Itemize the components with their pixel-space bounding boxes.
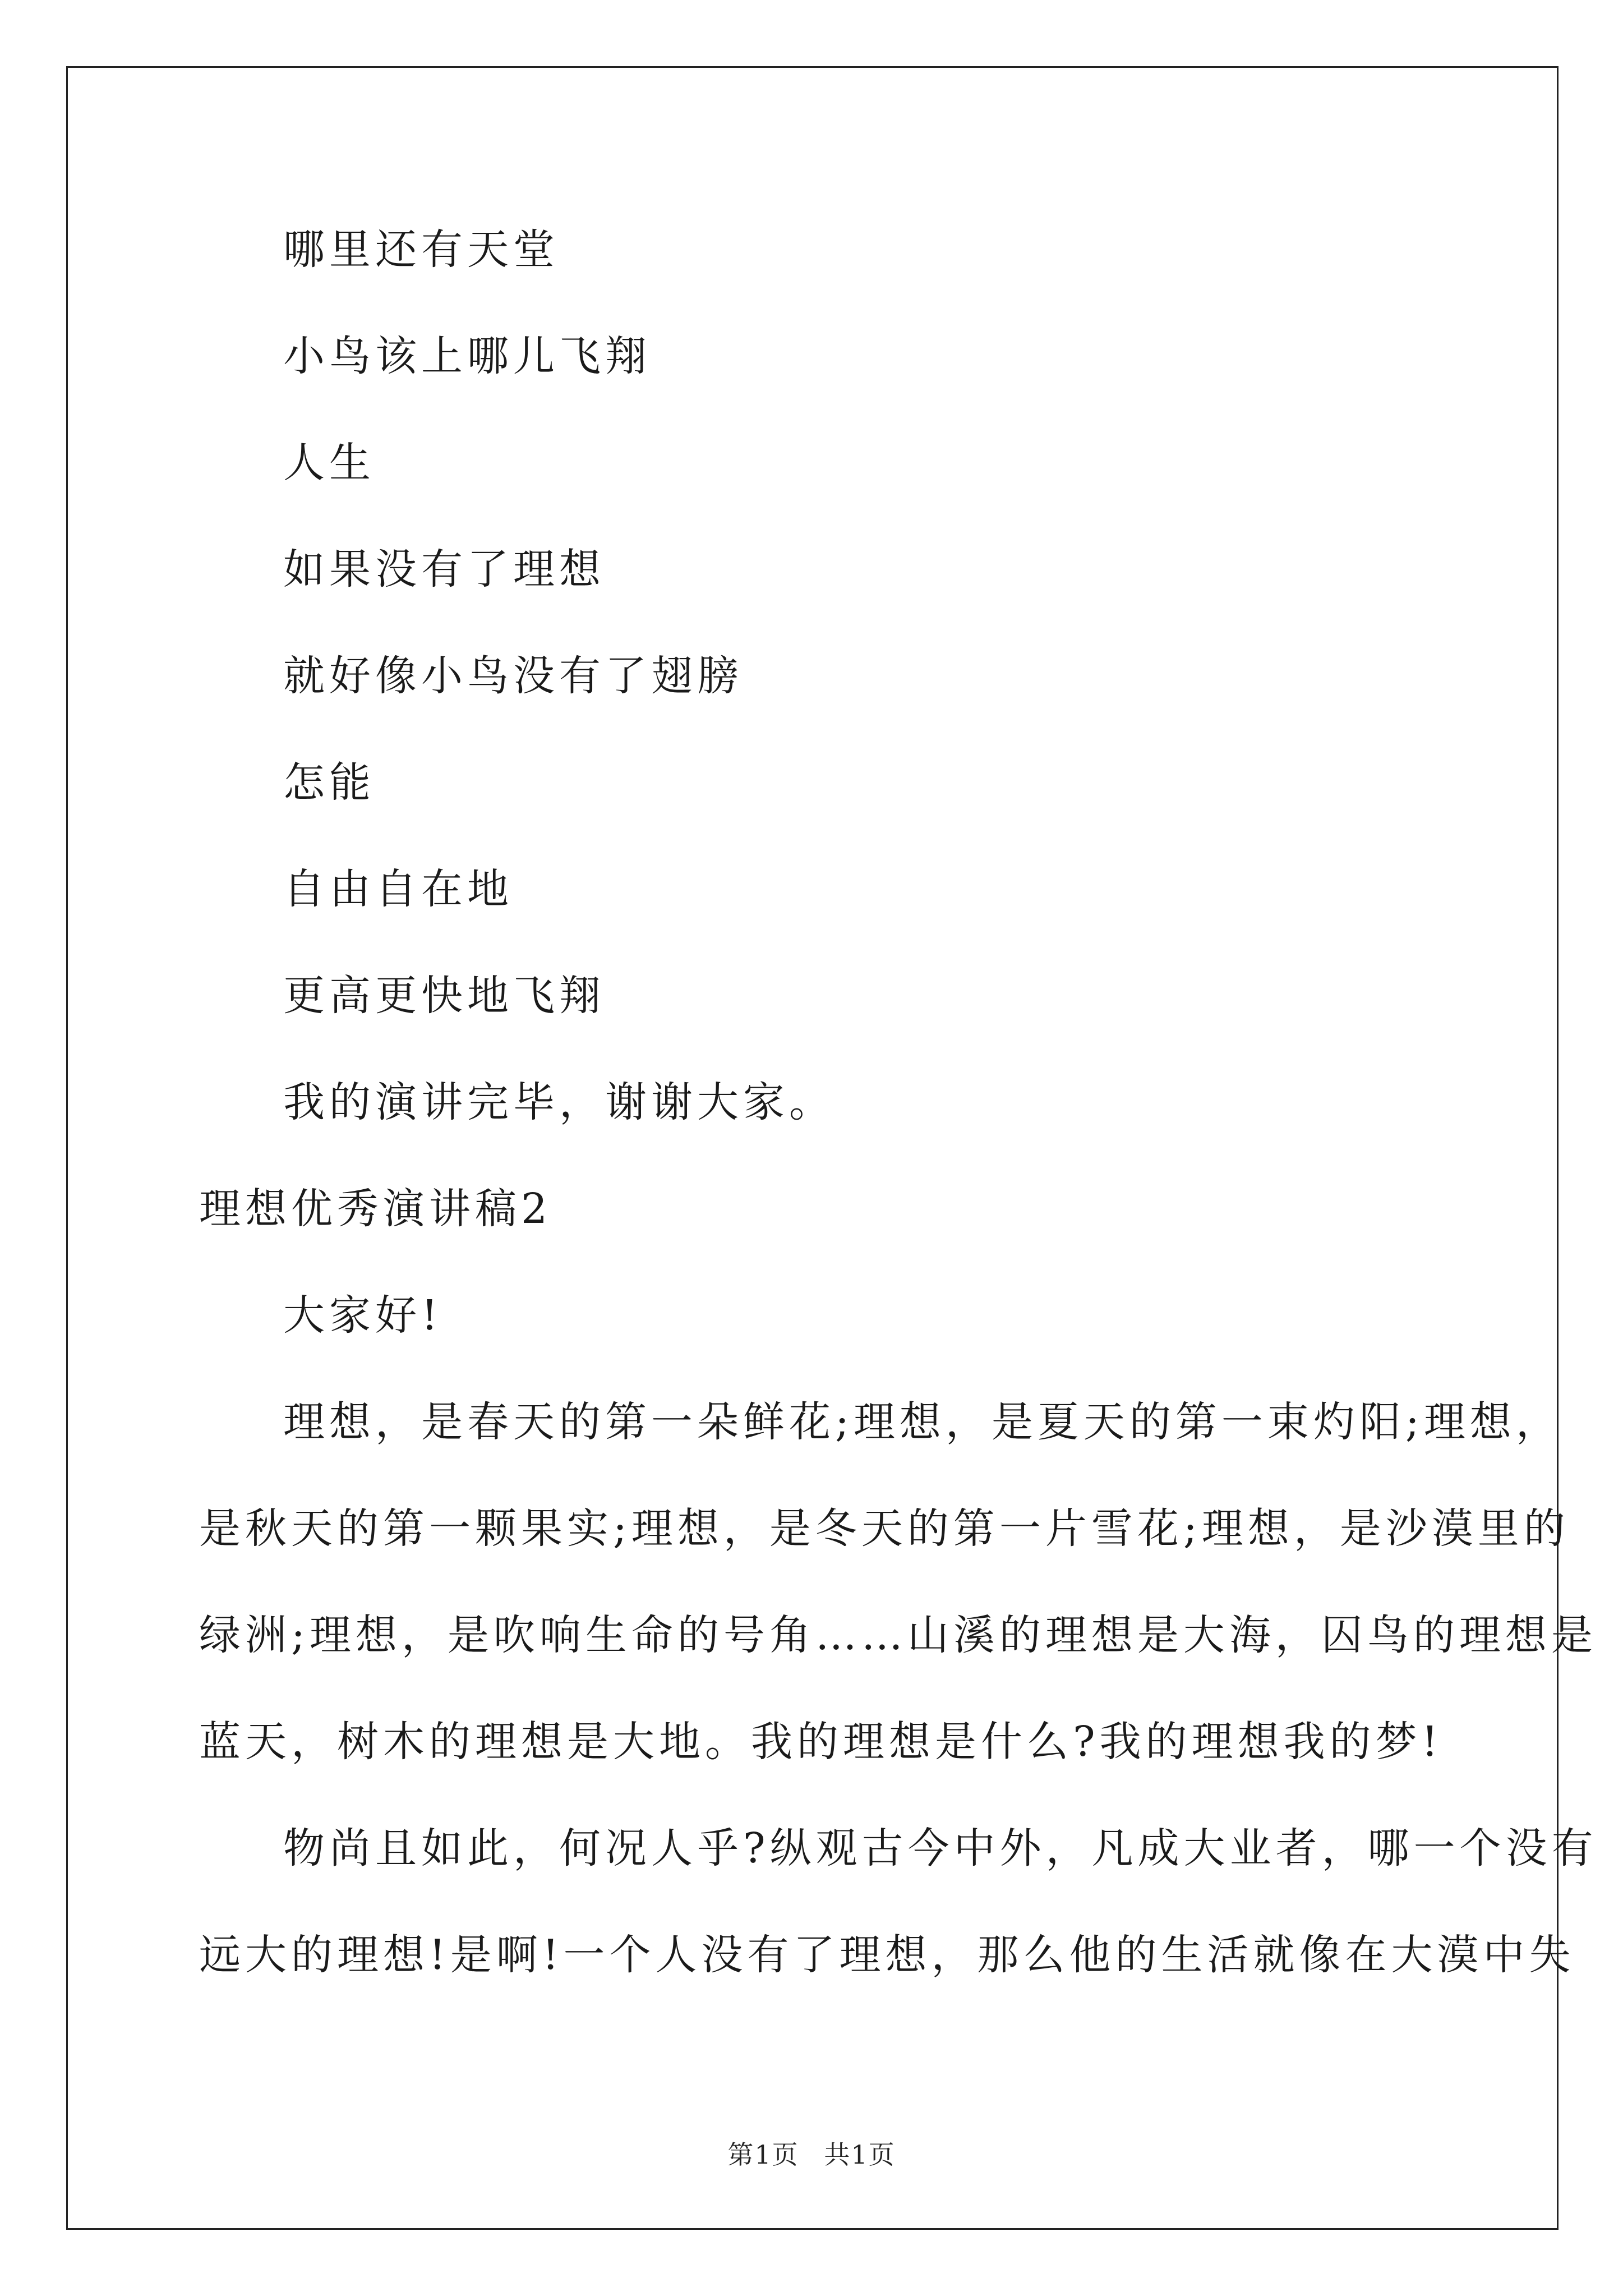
paragraph-line: 远大的理想!是啊!一个人没有了理想，那么他的生活就像在大漠中失 bbox=[199, 1931, 1575, 1979]
paragraph-line: 是秋天的第一颗果实;理想，是冬天的第一片雪花;理想，是沙漠里的 bbox=[199, 1504, 1570, 1553]
paragraph-line: 蓝天，树木的理想是大地。我的理想是什么?我的理想我的梦! bbox=[199, 1718, 1443, 1766]
page-total: 共1页 bbox=[824, 2139, 896, 2170]
poem-line: 怎能 bbox=[283, 758, 375, 807]
greeting: 大家好! bbox=[283, 1291, 442, 1340]
page-footer bbox=[0, 2134, 1623, 2171]
paragraph-line: 物尚且如此，何况人乎?纵观古今中外，凡成大业者，哪一个没有 bbox=[283, 1824, 1598, 1872]
poem-line: 小鸟该上哪儿飞翔 bbox=[283, 332, 651, 380]
paragraph-line: 绿洲;理想，是吹响生命的号角……山溪的理想是大海，囚鸟的理想是 bbox=[199, 1611, 1597, 1659]
poem-line: 自由自在地 bbox=[283, 865, 513, 913]
poem-line: 哪里还有天堂 bbox=[283, 226, 559, 274]
page-number: 第1页 bbox=[727, 2139, 799, 2170]
page-border bbox=[66, 66, 1559, 2230]
paragraph-line: 理想，是春天的第一朵鲜花;理想，是夏天的第一束灼阳;理想， bbox=[283, 1398, 1562, 1446]
poem-line: 更高更快地飞翔 bbox=[283, 972, 605, 1020]
poem-line: 人生 bbox=[283, 439, 375, 487]
section-title: 理想优秀演讲稿2 bbox=[199, 1185, 552, 1233]
closing-line: 我的演讲完毕，谢谢大家。 bbox=[283, 1078, 835, 1126]
poem-line: 如果没有了理想 bbox=[283, 545, 605, 593]
poem-line: 就好像小鸟没有了翅膀 bbox=[283, 652, 743, 700]
